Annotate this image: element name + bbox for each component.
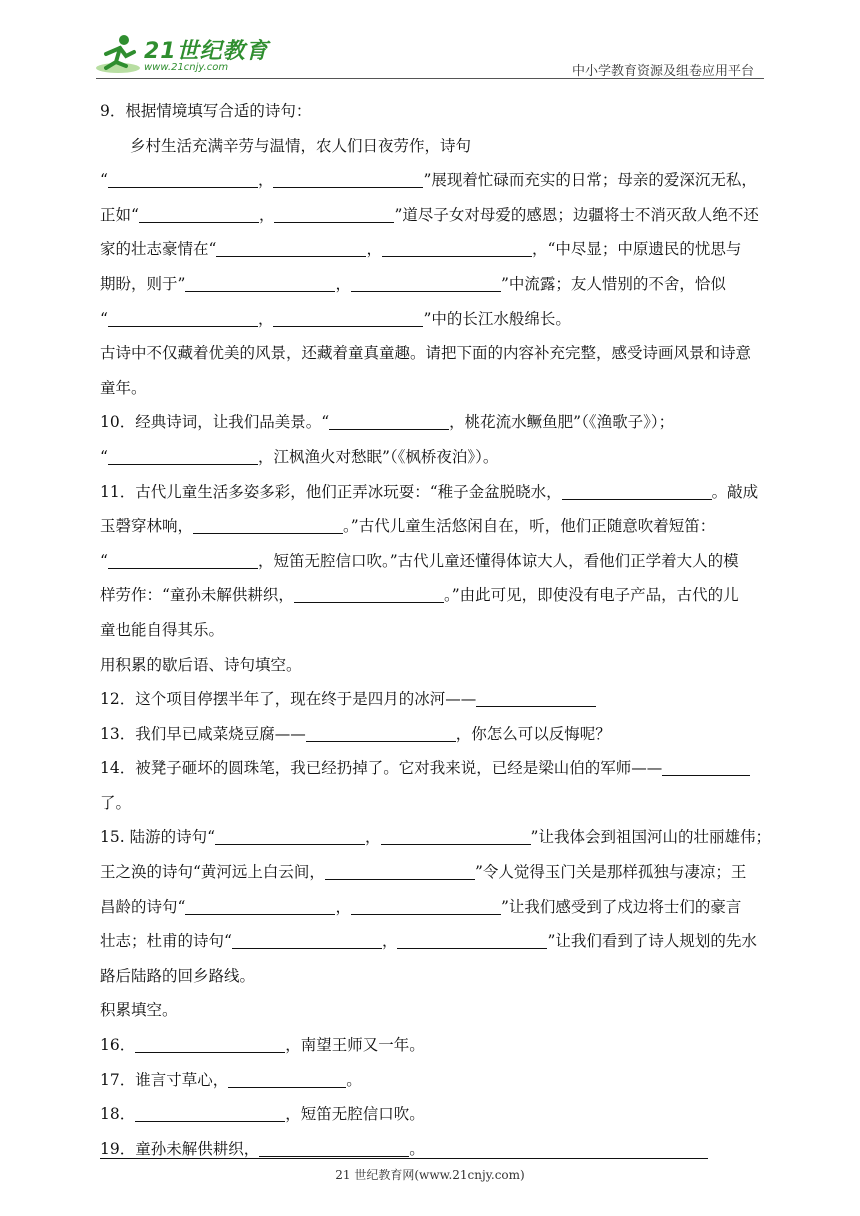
text: ， (257, 171, 274, 190)
fill-blank[interactable] (274, 202, 394, 223)
site-logo (94, 32, 269, 76)
text: ，短笛无腔信口吹。 (285, 1105, 425, 1124)
text: 王之涣的诗句“黄河远上白云间， (100, 863, 325, 882)
text: ， (365, 828, 381, 847)
text: ”道尽子女对母爱的感恩；边疆将士不消灭敌人绝不还 (394, 205, 759, 224)
question-15 (100, 924, 764, 959)
fill-blank[interactable] (325, 859, 475, 880)
text: “ (100, 447, 108, 466)
text: ，南望王师又一年。 (285, 1036, 425, 1055)
text: 9．根据情境填写合适的诗句： (100, 102, 312, 120)
fill-blank[interactable] (232, 928, 382, 949)
section-intro (100, 648, 764, 683)
text: 。 (409, 1139, 425, 1158)
text: 。 (346, 1070, 362, 1089)
text: 了。 (100, 793, 132, 812)
text: ”展现着忙碌而充实的日常；母亲的爱深沉无私， (423, 171, 757, 190)
text: 样劳作：“童孙未解供耕织， (100, 586, 294, 605)
text: 。”古代儿童生活悠闲自在，听，他们正随意吹着短笛： (343, 517, 716, 536)
text: 昌龄的诗句“ (100, 897, 186, 916)
fill-blank[interactable] (216, 236, 366, 257)
text: ， (257, 309, 274, 328)
text: 用积累的歇后语、诗句填空。 (100, 655, 302, 674)
fill-blank[interactable] (294, 582, 444, 603)
section-intro (100, 336, 764, 371)
text: 11．古代儿童生活多姿多彩，他们正弄冰玩耍：“稚子金盆脱晓水， (100, 482, 562, 501)
logo-url: www.21cnjy.com (144, 62, 229, 73)
fill-blank[interactable] (215, 824, 365, 845)
question-15 (100, 890, 764, 925)
fill-blank[interactable] (108, 306, 258, 327)
text: ”让我们感受到了戍边将士们的豪言 (500, 897, 742, 916)
fill-blank[interactable] (108, 444, 258, 465)
text: 乡村生活充满辛劳与温情，农人们日夜劳作，诗句 (130, 136, 472, 155)
text: ， (381, 932, 398, 951)
question-9-intro (100, 129, 764, 164)
question-11 (100, 509, 764, 544)
fill-blank[interactable] (185, 894, 335, 915)
fill-blank[interactable] (273, 167, 423, 188)
fill-blank[interactable] (562, 479, 712, 500)
header-divider (96, 78, 764, 79)
text: ，“中尽显；中原遗民的忧思与 (531, 240, 742, 259)
text: “ (100, 309, 108, 328)
question-11 (100, 613, 764, 648)
fill-blank[interactable] (108, 548, 258, 569)
question-9-line (100, 232, 764, 267)
footer-divider (100, 1158, 708, 1159)
text: 12．这个项目停摆半年了，现在终于是四月的冰河—— (100, 690, 477, 709)
text: 积累填空。 (100, 1001, 178, 1020)
text: 古诗中不仅藏着优美的风景，还藏着童真童趣。请把下面的内容补充完整，感受诗画风景和诗意 (100, 344, 752, 363)
text: ， (335, 274, 351, 293)
text: ， (258, 205, 275, 224)
text: 壮志；杜甫的诗句“ (100, 932, 232, 951)
text: 14．被凳子砸坏的圆珠笔，我已经扔掉了。它对我来说，已经是梁山伯的军师—— (100, 759, 663, 778)
fill-blank[interactable] (135, 1101, 285, 1122)
question-13 (100, 717, 764, 752)
question-9-line (100, 267, 764, 302)
text: “ (100, 551, 108, 570)
question-17 (100, 1063, 764, 1098)
text: 16． (100, 1036, 136, 1055)
text: 玉磬穿林响， (100, 517, 194, 536)
fill-blank[interactable] (185, 271, 335, 292)
fill-blank[interactable] (351, 271, 501, 292)
text: 。敲成 (711, 482, 759, 501)
question-15 (100, 820, 771, 855)
fill-blank[interactable] (259, 1136, 409, 1157)
fill-blank[interactable] (381, 824, 531, 845)
text: 10．经典诗词，让我们品美景。“ (100, 413, 330, 432)
fill-blank[interactable] (135, 1032, 285, 1053)
text: ， (366, 240, 382, 259)
fill-blank[interactable] (108, 167, 258, 188)
worksheet-body (100, 94, 771, 1166)
question-14 (100, 786, 764, 821)
text: 期盼，则于” (100, 274, 186, 293)
fill-blank[interactable] (193, 513, 343, 534)
text: 路后陆路的回乡路线。 (100, 966, 256, 985)
question-14 (100, 751, 764, 786)
text: 15. 陆游的诗句“ (100, 828, 216, 847)
question-18 (100, 1097, 764, 1132)
text: ”中的长江水般绵长。 (423, 309, 571, 328)
question-16 (100, 1028, 764, 1063)
fill-blank[interactable] (351, 894, 501, 915)
text: 家的壮志豪情在“ (100, 240, 217, 259)
fill-blank[interactable] (273, 306, 423, 327)
text: 正如“ (100, 205, 139, 224)
question-9-line (100, 302, 764, 337)
text: 童年。 (100, 378, 147, 397)
runner-icon (94, 32, 142, 76)
question-15 (100, 855, 764, 890)
fill-blank[interactable] (306, 721, 456, 742)
question-9-title (100, 94, 764, 129)
text: ”令人觉得玉门关是那样孤独与凄凉；王 (474, 863, 747, 882)
fill-blank[interactable] (476, 686, 596, 707)
text: ，你怎么可以反悔呢？ (455, 724, 611, 743)
text: ”让我体会到祖国河山的壮丽雄伟； (530, 828, 771, 847)
text: 17．谁言寸草心， (100, 1070, 229, 1089)
fill-blank[interactable] (228, 1067, 346, 1088)
text: 13．我们早已咸菜烧豆腐—— (100, 724, 306, 743)
text: ”让我们看到了诗人规划的先水 (547, 932, 757, 951)
question-19 (100, 1132, 764, 1167)
question-9-line (100, 163, 764, 198)
question-12 (100, 682, 764, 717)
text: ， (335, 897, 351, 916)
fill-blank[interactable] (329, 409, 449, 430)
question-9-line (100, 198, 764, 233)
text: ”中流露；友人惜别的不舍，恰似 (500, 274, 726, 293)
question-10 (100, 440, 764, 475)
text: “ (100, 171, 108, 190)
text: 18． (100, 1105, 136, 1124)
text: ，江枫渔火对愁眠”（《枫桥夜泊》）。 (257, 447, 499, 466)
text: ，桃花流水鳜鱼肥”（《渔歌子》）； (449, 413, 675, 432)
fill-blank[interactable] (662, 755, 750, 776)
question-15 (100, 959, 764, 994)
question-11 (100, 475, 764, 510)
logo-text: 21世纪教育 (144, 39, 269, 64)
fill-blank[interactable] (397, 928, 547, 949)
page-footer: 21 世纪教育网(www.21cnjy.com) (335, 1168, 525, 1182)
section-intro (100, 371, 764, 406)
section-intro (100, 993, 764, 1028)
question-10 (100, 405, 764, 440)
text: ，短笛无腔信口吹。”古代儿童还懂得体谅大人，看他们正学着大人的模 (257, 551, 739, 570)
text: 。”由此可见，即使没有电子产品，古代的儿 (443, 586, 739, 605)
fill-blank[interactable] (139, 202, 259, 223)
page-header (0, 0, 860, 80)
fill-blank[interactable] (382, 236, 532, 257)
text: 童也能自得其乐。 (100, 620, 225, 639)
question-11 (100, 544, 764, 579)
question-11 (100, 578, 764, 613)
text: 19．童孙未解供耕织， (100, 1139, 260, 1158)
platform-title: 中小学教育资源及组卷应用平台 (571, 64, 754, 79)
